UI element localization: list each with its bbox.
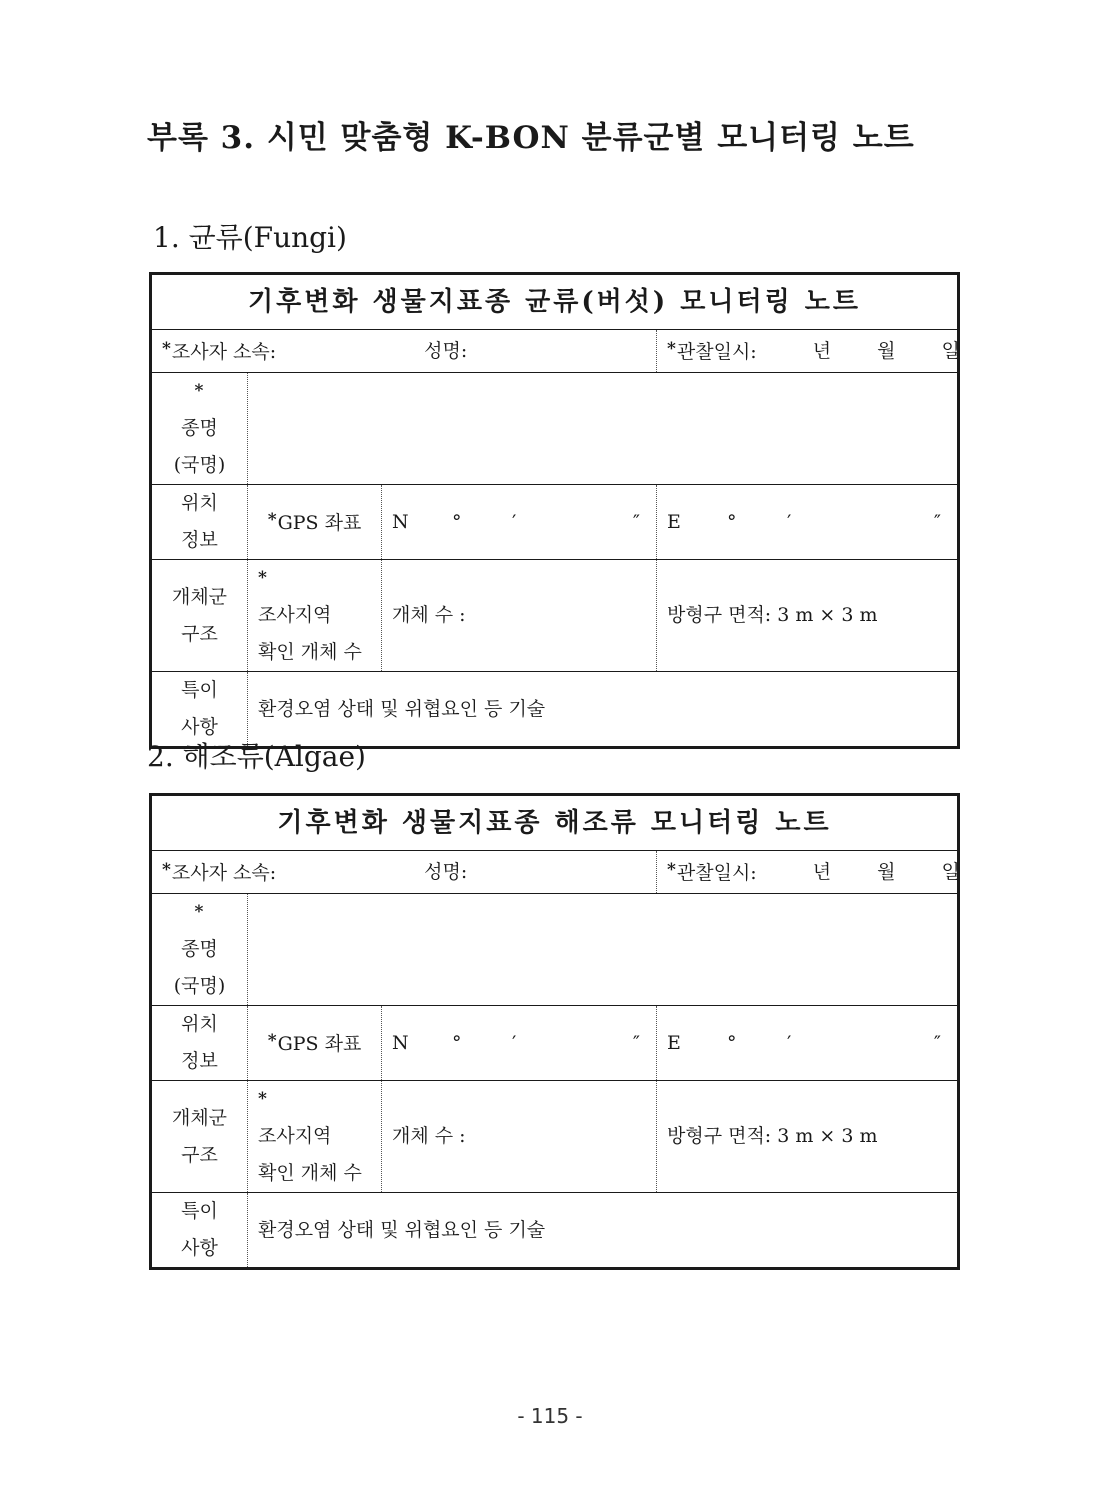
section-title-algae: 2. 해조류(Algae) (147, 740, 366, 773)
gps-label: *GPS 좌표 (248, 1006, 382, 1081)
count-cell[interactable]: 개체 수 : (382, 560, 657, 672)
observer-cell[interactable] (151, 330, 657, 373)
second-symbol: ″ (632, 1031, 640, 1054)
degree-symbol: ° (727, 510, 737, 533)
remarks-cell[interactable]: 환경오염 상태 및 위협요인 등 기술 (258, 1218, 546, 1241)
observation-date-label: *관찰일시: (667, 339, 757, 363)
survey-area-label: * 조사지역 확인 개체 수 (248, 560, 382, 672)
species-label: * 종명 (국명) (151, 894, 248, 1006)
observation-date-label: *관찰일시: (667, 860, 757, 884)
fungi-monitoring-table (149, 272, 960, 749)
location-label: 위치 정보 (151, 485, 248, 560)
day-unit: 일 (941, 860, 960, 883)
survey-area-label: * 조사지역 확인 개체 수 (248, 1081, 382, 1193)
north-label: N (392, 510, 409, 533)
quadrat-area-cell: 방형구 면적: 3 m × 3 m (657, 560, 959, 672)
observer-name-label: 성명: (424, 860, 468, 883)
species-label: * 종명 (국명) (151, 373, 248, 485)
population-label: 개체군 구조 (151, 560, 248, 672)
year-unit: 년 (812, 860, 832, 883)
year-unit: 년 (812, 339, 832, 362)
species-input-cell[interactable] (248, 373, 959, 485)
observation-date-cell[interactable] (657, 851, 959, 894)
page-heading: 부록 3. 시민 맞춤형 K-BON 분류군별 모니터링 노트 (147, 120, 915, 156)
observer-name-label: 성명: (424, 339, 468, 362)
remarks-cell[interactable]: 환경오염 상태 및 위협요인 등 기술 (258, 697, 546, 720)
observation-date-cell[interactable] (657, 330, 959, 373)
observer-cell[interactable] (151, 851, 657, 894)
location-label: 위치 정보 (151, 1006, 248, 1081)
degree-symbol: ° (452, 510, 462, 533)
remarks-label: 특이 사항 (151, 672, 248, 748)
east-label: E (667, 1031, 681, 1054)
count-cell[interactable]: 개체 수 : (382, 1081, 657, 1193)
second-symbol: ″ (933, 1031, 942, 1054)
table-caption: 기후변화 생물지표종 해조류 모니터링 노트 (151, 795, 959, 851)
minute-symbol: ′ (512, 1031, 517, 1054)
minute-symbol: ′ (512, 510, 517, 533)
observer-affiliation-label: *조사자 소속: (162, 339, 277, 363)
day-unit: 일 (941, 339, 960, 362)
north-label: N (392, 1031, 409, 1054)
species-input-cell[interactable] (248, 894, 959, 1006)
gps-east-cell[interactable] (657, 485, 959, 560)
second-symbol: ″ (632, 510, 640, 533)
degree-symbol: ° (452, 1031, 462, 1054)
second-symbol: ″ (933, 510, 941, 533)
minute-symbol: ′ (787, 510, 792, 533)
algae-monitoring-table (149, 793, 960, 1270)
east-label: E (667, 510, 681, 533)
quadrat-area-cell: 방형구 면적: 3 m × 3 m (657, 1081, 959, 1193)
month-unit: 월 (877, 860, 896, 883)
gps-north-cell[interactable] (382, 485, 657, 560)
table-caption: 기후변화 생물지표종 균류(버섯) 모니터링 노트 (151, 274, 959, 330)
month-unit: 월 (877, 339, 896, 362)
population-label: 개체군 구조 (151, 1081, 248, 1193)
observer-affiliation-label: *조사자 소속: (162, 860, 277, 884)
gps-label: *GPS 좌표 (248, 485, 382, 560)
remarks-label: 특이 사항 (151, 1193, 248, 1269)
page-number: - 115 - (517, 1404, 583, 1428)
degree-symbol: ° (727, 1031, 737, 1054)
gps-north-cell[interactable] (382, 1006, 657, 1081)
gps-east-cell[interactable] (657, 1006, 959, 1081)
section-title-fungi: 1. 균류(Fungi) (153, 221, 347, 254)
minute-symbol: ′ (787, 1031, 792, 1054)
